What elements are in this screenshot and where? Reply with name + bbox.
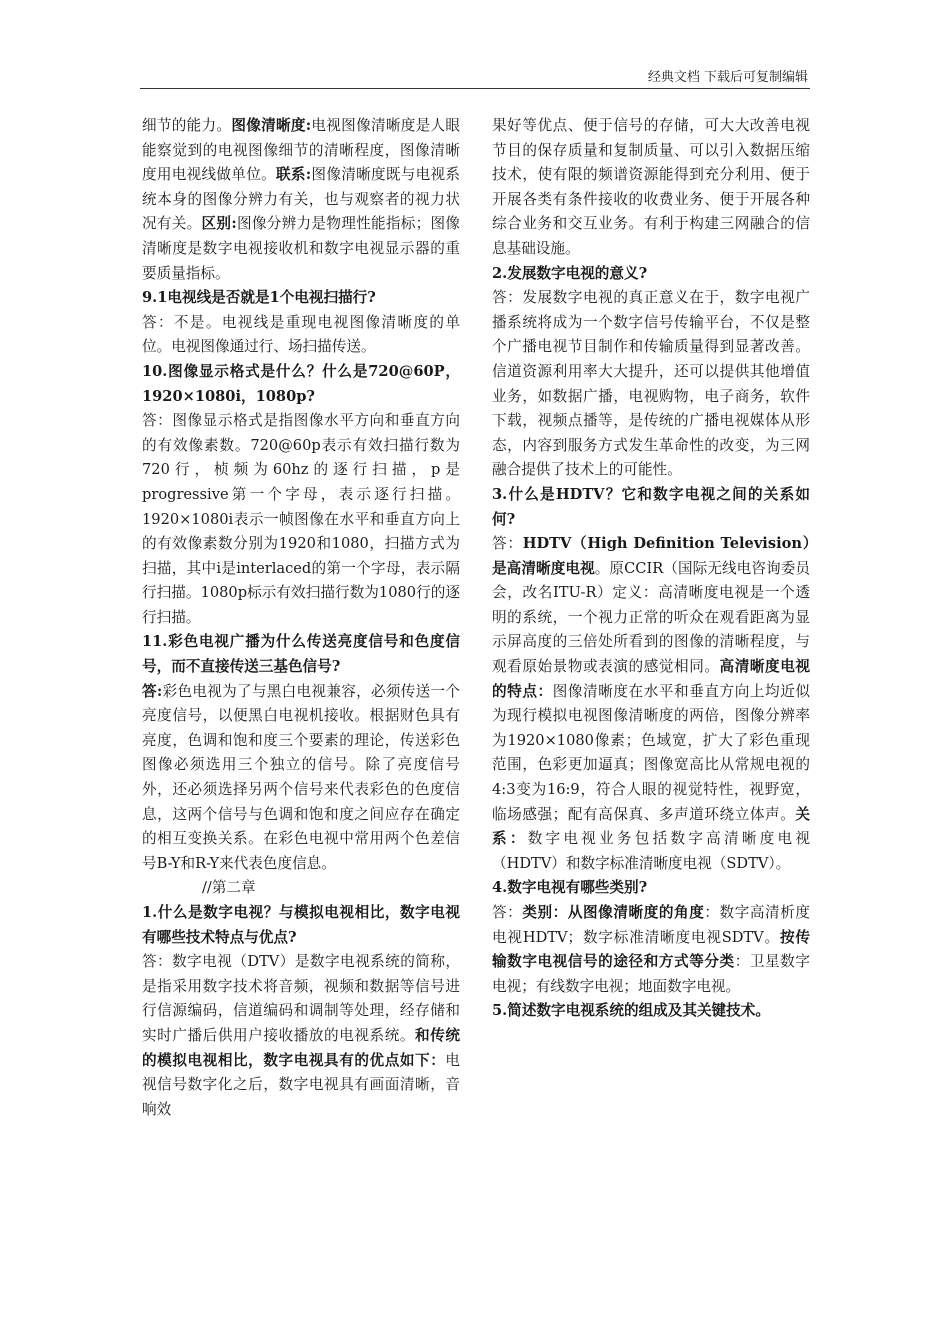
question-11: 11.彩色电视广播为什么传送亮度信号和色度信号，而不直接传送三基色信号?: [142, 633, 460, 676]
answer-10: 答：图像显示格式是指图像水平方向和垂直方向的有效像素数。720@60p表示有效扫描行数为720行，桢频为60hz的逐行扫描，p是progressive第一个字母，表示逐行扫描。1920×1080i表示一帧图像在水平和垂直方向上的有效像素数分别为1920和1080，扫描方式为扫描，其中i是interlaced的第一个字母，表示隔行扫描。1080p标示有效扫描行数为1080行的逐行扫描。: [142, 412, 460, 626]
paragraph-resolution: 细节的能力。图像清晰度:电视图像清晰度是人眼能察觉到的电视图像细节的清晰程度，图像清晰度用电视线做单位。联系:图像清晰度既与电视系统本身的图像分辨力有关，也与观察者的视力状况有关。区别:图像分辨力是物理性能指标；图像清晰度是数字电视接收机和数字电视显示器的重要质量指标。: [142, 117, 460, 282]
answer-4: 答：类别：从图像清晰度的角度：数字高清析度电视HDTV；数字标准清晰度电视SDTV。按传输数字电视信号的途径和方式等分类：卫星数字电视；有线数字电视；地面数字电视。: [492, 904, 810, 995]
question-2: 2.发展数字电视的意义?: [492, 264, 648, 282]
question-3: 3.什么是HDTV？它和数字电视之间的关系如何?: [492, 485, 810, 528]
answer-9-1: 答：不是。电视线是重现电视图像清晰度的单位。电视图像通过行、场扫描传送。: [142, 313, 460, 356]
answer-2: 答：发展数字电视的真正意义在于，数字电视广播系统将成为一个数字信号传输平台，不仅是整个广播电视节目制作和传输质量得到显著改善。信道资源利用率大大提升，还可以提供其他增值业务，如数据广播，电视购物，电子商务，软件下载，视频点播等，是传统的广播电视媒体从形态，内容到服务方式发生革命性的改变，为三网融合提供了技术上的可能性。: [492, 289, 810, 479]
answer-1: 答：数字电视（DTV）是数字电视系统的简称，是指采用数字技术将音频，视频和数据等信号进行信源编码，信道编码和调制等处理，经存储和实时广播后供用户接收播放的电视系统。和传统的模拟电视相比，数字电视具有的优点如下：电视信号数字化之后，数字电视具有画面清晰，音响效: [142, 953, 460, 1118]
question-9-1: 9.1电视线是否就是1个电视扫描行?: [142, 289, 376, 307]
question-1: 1.什么是数字电视？与模拟电视相比，数字电视有哪些技术特点与优点?: [142, 904, 460, 946]
question-4: 4.数字电视有哪些类别?: [492, 879, 648, 897]
answer-11: 答:彩色电视为了与黑白电视兼容，必须传送一个亮度信号，以便黑白电视机接收。根据财色具有亮度，色调和饱和度三个要素的理论，传送彩色图像必须选用三个独立的信号。除了亮度信号外，还必须选择另两个信号来代表彩色的色度信息，这两个信号与色调和饱和度之间应存在确定的相互变换关系。在彩色电视中常用两个色差信号B-Y和R-Y来代表色度信息。: [142, 682, 460, 872]
question-5: 5.简述数字电视系统的组成及其关键技术。: [492, 1002, 770, 1020]
question-10: 10.图像显示格式是什么？什么是720@60P，1920×1080i，1080p?: [142, 362, 460, 405]
answer-3: 答：HDTV（High Definition Television）是高清晰度电视。原CCIR（国际无线电咨询委员会，改名ITU-R）定义：高清晰度电视是一个透明的系统，一个视力正常的听众在观看距离为显示屏高度的三倍处所看到的图像的清晰程度，与观看原始景物或表演的感觉相同。高清晰度电视的特点：图像清晰度在水平和垂直方向上均近似为现行模拟电视图像清晰度的两倍，图像分辨率为1920×1080像素；色域宽，扩大了彩色重现范围，色彩更加逼真；图像宽高比从常规电视的4:3变为16:9，符合人眼的视觉特性，视野宽，临场感强；配有高保真、多声道环绕立体声。关系：数字电视业务包括数字高清晰度电视（HDTV）和数字标准清晰度电视（SDTV）。: [492, 535, 810, 872]
chapter-heading: //第二章: [202, 879, 256, 897]
page-header: [140, 62, 810, 89]
header-text: 经典文档 下载后可复制编辑: [647, 70, 808, 85]
paragraph-advantages-cont: 果好等优点、便于信号的存储，可大大改善电视节目的保存质量和复制质量、可以引入数据压缩技术，使有限的频谱资源能得到充分利用、便于开展各类有条件接收的收费业务、便于开展各种综合业务和交互业务。有利于构建三网融合的信息基础设施。: [492, 117, 810, 257]
right-column: [492, 114, 810, 1024]
left-column: [142, 114, 460, 1122]
